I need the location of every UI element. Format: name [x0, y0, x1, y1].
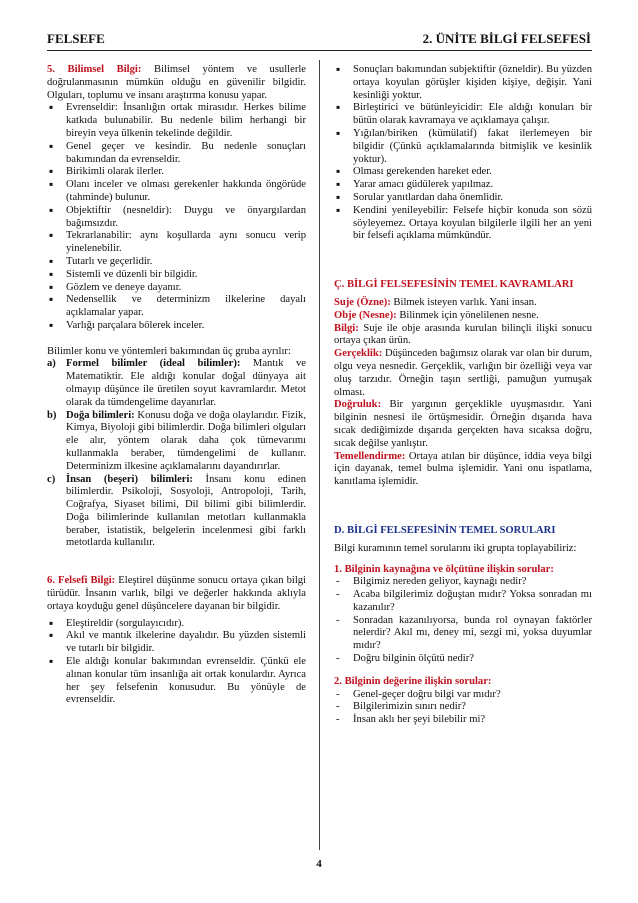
list-item: - Bilgilerimizin sınırı nedir? [334, 701, 592, 714]
list-item: - Sonradan kazanılıyorsa, bunda rol oynayan faktörler nelerdir? Akıl mı, deney mi, sezgi mi, yoksa duyumlar mıdır? [334, 615, 592, 653]
list-item: ▪ Genel geçer ve kesindir. Bu nedenle sonuçları bakımından da evrenseldir. [47, 141, 306, 167]
list-item: ▪ Kendini yenileyebilir: Felsefe hiçbir konuda son sözü söyleyemez. Ortaya koyulan bilgilerle ilgili her an yeni bir felsefi açıklama mümkündür. [334, 205, 592, 243]
list-item: - İnsan aklı her şeyi bilebilir mi? [334, 714, 592, 727]
philosophical-knowledge-list-continued [334, 64, 592, 243]
section-heading-questions: D. BİLGİ FELSEFESİNİN TEMEL SORULARI [334, 524, 556, 536]
concept-knowledge: Bilgi: Suje ile obje arasında kurulan bilinçli ilişki sonucu ortaya çıkan ürün. [334, 322, 592, 347]
concept-subject: Suje (Özne): Bilmek isteyen varlık. Yani insan. [334, 296, 537, 308]
list-item: ▪ Yığılan/biriken (kümülatif) fakat ilerlemeyen bir bilgidir (Çünkü açıklamalarında bitmişlik ve kesinlik yoktur). [334, 128, 592, 166]
list-item: - Doğru bilginin ölçütü nedir? [334, 653, 592, 666]
header-unit-title: 2. ÜNİTE BİLGİ FELSEFESİ [422, 31, 591, 46]
list-item: - Genel-geçer doğru bilgi var mıdır? [334, 689, 592, 702]
concept-justification: Temellendirme: Ortaya atılan bir düşünce, iddia veya bilgi için dayanak, temel bulma işlemidir. Yani onu ispatlama, kanıtlama işlemidir. [334, 450, 592, 488]
list-item: ▪ Yarar amacı güdülerek yapılmaz. [334, 179, 592, 192]
list-item: - Acaba bilgilerimiz doğuştan mıdır? Yoksa sonradan mı kazanılır? [334, 589, 592, 615]
list-item: ▪ Sorular yanıtlardan daha önemlidir. [334, 192, 592, 205]
right-column [334, 64, 592, 727]
list-item: ▪ Olanı inceler ve olması gerekenler hakkında öngörüde (tahminde) bulunur. [47, 179, 306, 205]
philosophical-knowledge-list [47, 618, 306, 708]
scientific-knowledge-title: 5. Bilimsel Bilgi: [47, 64, 142, 75]
list-item: ▪ Sonuçları bakımından subjektiftir (özneldir). Bu yüzden ortaya koyulan görüşler kişiden kişiye, değişir. Yani kesinliği yoktur. [334, 64, 592, 102]
list-item: ▪ Eleştireldir (sorgulayıcıdır). [47, 618, 306, 631]
list-item: ▪ Evrenseldir: İnsanlığın ortak mirasıdır. Herkes bilime katkıda bulunabilir. Bu nedenle bilim herhangi bir bireyin veya ülkenin tekelinde değildir. [47, 102, 306, 140]
scientific-knowledge-intro: 5. Bilimsel Bilgi: Bilimsel yöntem ve usullerle doğrulanmasının mümkün olduğu en güvenilir bilgidir. Olguları, toplumu ve insanı araştırma konusu yapar. [47, 64, 306, 101]
science-group-natural: b) Doğa bilimleri: Konusu doğa ve doğa olaylarıdır. Fizik, Kimya, Biyoloji gibi bilimlerdir. Doğa bilimleri olguları ele alır, yöntem olarak daha çok tümevarımı kullanmakla beraber, tümdengelimi de kullanır. Determinizm ilkesine açıklamalarını dayandırırlar. [47, 409, 306, 472]
header-rule [47, 50, 592, 51]
concept-reality: Gerçeklik: Düşünceden bağımsız olarak var olan bir durum, olgu veya nesnedir. Gerçeklik, varlığın bir özelliği veya var oluş tarzıdır. Örneğin taşın sertliği, pamuğun yumuşak olması. [334, 348, 592, 398]
science-groups-intro: Bilimler konu ve yöntemleri bakımından üç gruba ayrılır: [47, 345, 291, 357]
list-item: ▪ Gözlem ve deneye dayanır. [47, 282, 306, 295]
question-group-source-title: 1. Bilginin kaynağına ve ölçütüne ilişkin sorular: [334, 563, 554, 575]
left-column [47, 64, 306, 707]
list-item: ▪ Birikimli olarak ilerler. [47, 166, 306, 179]
list-item: ▪ Varlığı parçalara bölerek inceler. [47, 320, 306, 333]
page-header [47, 31, 591, 49]
philosophical-knowledge-intro: 6. Felsefi Bilgi: Eleştirel düşünme sonucu ortaya çıkan bilgi türüdür. İnsanın varlık, bilgi ve değerler hakkında aklıyla ortaya koyduğu genel düşüncelere dayanan bir bilgidir. [47, 575, 307, 612]
page-number: 4 [316, 858, 322, 870]
list-item: ▪ Tutarlı ve geçerlidir. [47, 256, 306, 269]
science-group-human: c) İnsan (beşeri) bilimleri: İnsanı konu edinen bilimlerdir. Psikoloji, Sosyoloji, Antropoloji, Tarih, Coğrafya, Siyaset bilimi, Dil bilimi gibi bilimlerdir. Doğa bilimlerinde kullanılan metotları kullanmakla beraber, istatistik, belgelerin incelenmesi gibi farklı metotlarda kullanılır. [47, 473, 307, 549]
scientific-knowledge-list [47, 102, 306, 332]
list-item: ▪ Tekrarlanabilir: aynı koşullarda aynı sonucu verip yinelenebilir. [47, 230, 306, 256]
question-group-value-title: 2. Bilginin değerine ilişkin sorular: [334, 675, 492, 687]
question-group-source-list [334, 576, 592, 666]
column-divider [319, 60, 320, 850]
list-item: ▪ Akıl ve mantık ilkelerine dayalıdır. Bu yüzden sistemli ve tutarlı bir bilgidir. [47, 630, 306, 656]
header-subject: FELSEFE [47, 31, 105, 46]
concept-truth: Doğruluk: Bir yargının gerçeklikle uyuşmasıdır. Yani bilginin nesnesi ile örtüşmesidir. Örneğin dışarıda hava sıcak dediğimizde dışarıda gerçekten hava sıcaksa doğru, sıcak değilse yanlıştır. [334, 399, 592, 449]
concept-object: Obje (Nesne): Bilinmek için yönelilenen nesne. [334, 309, 539, 321]
science-group-formal: a) Formel bilimler (ideal bilimler): Mantık ve Matematiktir. Ele aldığı konular doğal dünyaya ait olmayıp düşünce ile üretilen soyut kavramlardır. Metot olarak da tümdengelime dayanırlar. [47, 358, 307, 408]
list-item: ▪ Sistemli ve düzenli bir bilgidir. [47, 269, 306, 282]
list-item: ▪ Objektiftir (nesneldir): Duygu ve önyargılardan bağımsızdır. [47, 205, 306, 231]
question-group-value-list [334, 689, 592, 727]
list-item: ▪ Nedensellik ve determinizm ilkelerine dayalı açıklamalar yapar. [47, 294, 306, 320]
list-item: ▪ Olması gerekenden hareket eder. [334, 166, 592, 179]
section-heading-concepts: Ç. BİLGİ FELSEFESİNİN TEMEL KAVRAMLARI [334, 279, 574, 291]
list-item: ▪ Ele aldığı konular bakımından evrenseldir. Çünkü ele alınan konular tüm insanlığa ait ortak konulardır. Ayrıca her şey felsefenin konusudur. Bu yönüyle de evrenseldir. [47, 656, 306, 707]
list-item: - Bilgimiz nereden geliyor, kaynağı nedir? [334, 576, 592, 589]
questions-intro: Bilgi kuramının temel sorularını iki grupta toplayabiliriz: [334, 542, 577, 554]
philosophical-knowledge-title: 6. Felsefi Bilgi: [47, 575, 116, 587]
list-item: ▪ Birleştirici ve bütünleyicidir: Ele aldığı konuları bir bütün olarak kavramaya ve açıklamaya çalışır. [334, 102, 592, 128]
